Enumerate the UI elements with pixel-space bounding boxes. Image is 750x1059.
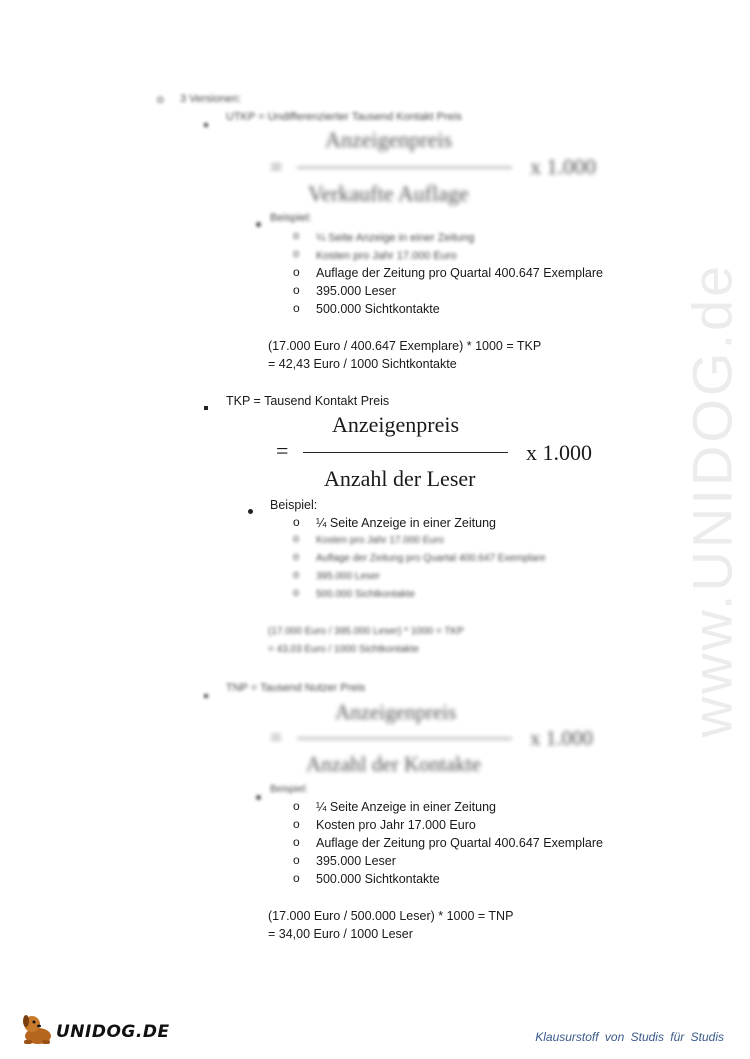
hollow-bullet-icon: o (293, 230, 300, 242)
dog-logo-icon (20, 1012, 56, 1046)
tnp-equals: = (270, 725, 282, 749)
tnp-calc-line-1: (17.000 Euro / 500.000 Leser) * 1000 = TNP (268, 909, 514, 923)
utkp-item-3: Auflage der Zeitung pro Quartal 400.647 Exemplare (316, 266, 603, 280)
hollow-bullet-icon: o (293, 835, 300, 849)
tkp-item-1: ¼ Seite Anzeige in einer Zeitung (316, 516, 496, 530)
hollow-bullet-icon: o (293, 817, 300, 831)
square-bullet-icon (204, 114, 208, 132)
tkp-numerator: Anzeigenpreis (332, 412, 460, 437)
tnp-item-1: ¼ Seite Anzeige in einer Zeitung (316, 800, 496, 814)
utkp-item-1: ¼ Seite Anzeige in einer Zeitung (316, 232, 475, 244)
watermark-text: www.UNIDOG.de (680, 262, 744, 738)
square-bullet-icon (204, 685, 208, 703)
square-bullet-icon (204, 397, 208, 415)
section-header-label: 3 Versionen: (180, 93, 242, 105)
tnp-example-label: Beispiel: (270, 784, 308, 795)
hollow-bullet-icon: o (293, 569, 300, 581)
hollow-bullet-icon: o (157, 92, 164, 106)
hollow-bullet-icon: o (293, 853, 300, 867)
utkp-calc-line-1: (17.000 Euro / 400.647 Exemplare) * 1000 = TKP (268, 339, 542, 353)
tkp-fraction-line (303, 452, 508, 453)
tkp-title: TKP = Tausend Kontakt Preis (226, 394, 390, 408)
tkp-item-2: Kosten pro Jahr 17.000 Euro (316, 535, 444, 546)
dot-bullet-icon (256, 214, 261, 232)
utkp-equals: = (270, 154, 283, 179)
tnp-item-3: Auflage der Zeitung pro Quartal 400.647 Exemplare (316, 836, 603, 850)
tnp-item-2: Kosten pro Jahr 17.000 Euro (316, 818, 476, 832)
hollow-bullet-icon: o (293, 248, 300, 260)
footer-tagline: Klausurstoff von Studis für Studis (535, 1030, 724, 1044)
tkp-multiplier: x 1.000 (526, 440, 592, 465)
utkp-title: UTKP = Undifferenzierter Tausend Kontakt Preis (226, 111, 462, 123)
dot-bullet-icon (256, 787, 261, 805)
tnp-denominator: Anzahl der Kontakte (306, 752, 481, 776)
tnp-item-5: 500.000 Sichtkontakte (316, 872, 440, 886)
hollow-bullet-icon: o (293, 871, 300, 885)
utkp-numerator: Anzeigenpreis (325, 127, 453, 152)
hollow-bullet-icon: o (293, 799, 300, 813)
tkp-item-4: 395.000 Leser (316, 571, 380, 582)
hollow-bullet-icon: o (293, 515, 300, 529)
utkp-fraction-line (297, 167, 512, 168)
hollow-bullet-icon: o (293, 533, 300, 545)
tnp-calc-line-2: = 34,00 Euro / 1000 Leser (268, 927, 413, 941)
tnp-multiplier: x 1.000 (530, 726, 593, 750)
tkp-denominator: Anzahl der Leser (324, 466, 476, 491)
tkp-item-3: Auflage der Zeitung pro Quartal 400.647 Exemplare (316, 553, 546, 564)
tkp-calc-line-1: (17.000 Euro / 395.000 Leser) * 1000 = TKP (268, 626, 464, 637)
dot-bullet-icon (248, 501, 253, 519)
utkp-item-4: 395.000 Leser (316, 284, 396, 298)
hollow-bullet-icon: o (293, 551, 300, 563)
hollow-bullet-icon: o (293, 283, 300, 297)
tnp-fraction-line (297, 738, 512, 739)
hollow-bullet-icon: o (293, 587, 300, 599)
hollow-bullet-icon: o (293, 265, 300, 279)
logo-text: UNIDOG.DE (56, 1022, 170, 1042)
utkp-calc-line-2: = 42,43 Euro / 1000 Sichtkontakte (268, 357, 457, 371)
tnp-item-4: 395.000 Leser (316, 854, 396, 868)
utkp-item-2: Kosten pro Jahr 17.000 Euro (316, 250, 457, 262)
utkp-denominator: Verkaufte Auflage (308, 181, 469, 206)
tnp-numerator: Anzeigenpreis (335, 700, 457, 724)
utkp-item-5: 500.000 Sichtkontakte (316, 302, 440, 316)
tnp-title: TNP = Tausend Nutzer Preis (226, 682, 366, 694)
utkp-multiplier: x 1.000 (530, 154, 596, 179)
tkp-item-5: 500.000 Sichtkontakte (316, 589, 415, 600)
hollow-bullet-icon: o (293, 301, 300, 315)
utkp-example-label: Beispiel: (270, 212, 312, 224)
tkp-equals: = (276, 438, 289, 463)
tkp-calc-line-2: = 43,03 Euro / 1000 Sichtkontakte (268, 644, 419, 655)
tkp-example-label: Beispiel: (270, 498, 318, 512)
